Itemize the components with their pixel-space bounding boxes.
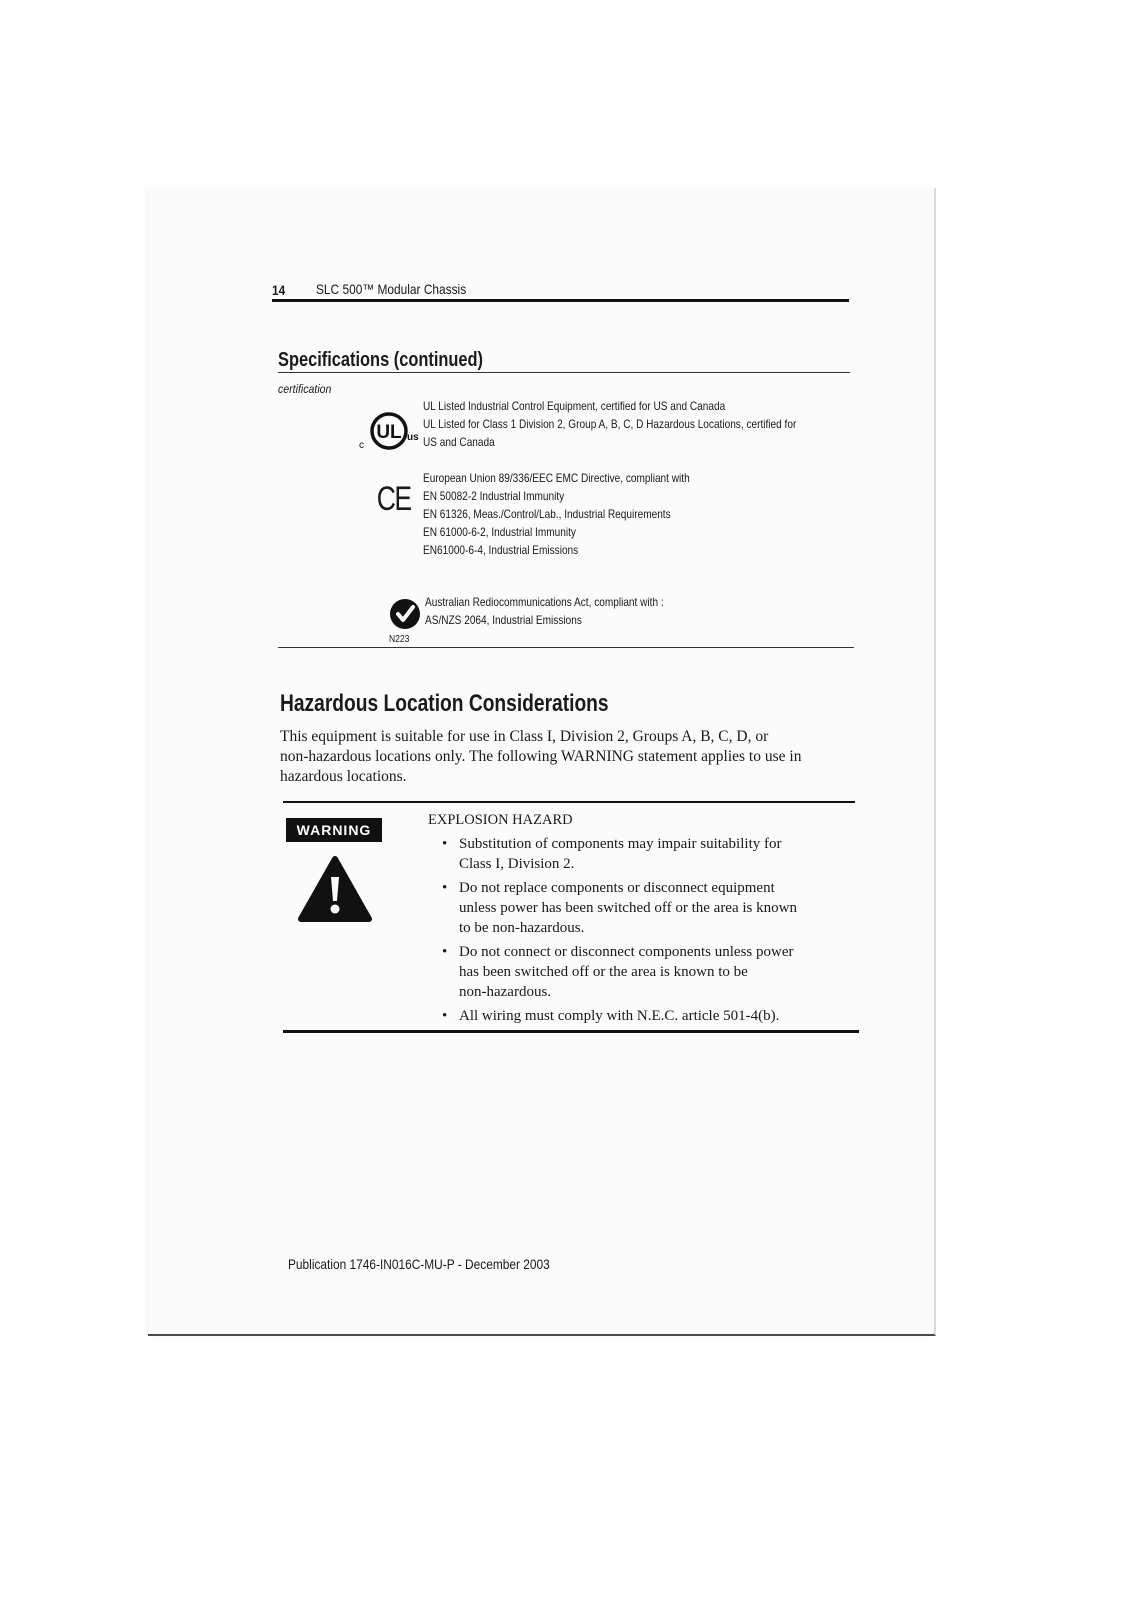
warning-badge: WARNING [286, 818, 382, 842]
warning-top-rule [283, 801, 855, 803]
warning-item-4 [440, 1006, 860, 1026]
warning-item-1-line-2: Class I, Division 2. [459, 856, 575, 872]
ul-line-3: US and Canada [423, 435, 495, 449]
warning-item-3 [440, 942, 860, 1002]
ul-listed-icon [358, 410, 420, 456]
ce-line-4: EN 61000-6-2, Industrial Immunity [423, 525, 576, 539]
warning-item-2-line-1: Do not replace components or disconnect equipment [459, 880, 775, 896]
ce-line-1: European Union 89/336/EEC EMC Directive, compliant with [423, 471, 690, 485]
hazardous-heading: Hazardous Location Considerations [280, 690, 609, 717]
ce-line-2: EN 50082-2 Industrial Immunity [423, 489, 565, 503]
header-rule [272, 299, 849, 302]
warning-list [440, 834, 860, 1030]
certification-bottom-rule [278, 647, 854, 648]
ul-line-1: UL Listed Industrial Control Equipment, certified for US and Canada [423, 399, 726, 413]
specifications-rule [278, 372, 850, 373]
warning-item-1 [440, 834, 860, 874]
warning-item-3-line-2: has been switched off or the area is known to be [459, 964, 748, 980]
publication-footer: Publication 1746-IN016C-MU-P - December 2003 [288, 1256, 550, 1272]
c-tick-icon [389, 598, 421, 630]
ul-mark-text: UL [376, 422, 402, 443]
ul-country-c: c [359, 440, 364, 451]
c-tick-code: N223 [389, 634, 410, 645]
warning-item-3-line-1: Do not connect or disconnect components unless power [459, 944, 794, 960]
hazardous-line-3: hazardous locations. [280, 768, 407, 785]
page-number: 14 [272, 282, 286, 298]
specifications-heading: Specifications (continued) [278, 349, 484, 371]
ce-line-3: EN 61326, Meas./Control/Lab., Industrial Requirements [423, 507, 671, 521]
running-title: SLC 500™ Modular Chassis [316, 281, 467, 297]
ce-mark-icon: CE [376, 480, 411, 518]
bullet: • [442, 944, 448, 960]
certification-label: certification [278, 382, 332, 396]
bullet: • [442, 880, 448, 896]
warning-item-2 [440, 878, 860, 938]
warning-bottom-rule [283, 1030, 859, 1033]
warning-item-1-line-1: Substitution of components may impair suitability for [459, 836, 782, 852]
warning-item-2-line-3: to be non-hazardous. [459, 920, 585, 936]
hazardous-line-2: non-hazardous locations only. The following WARNING statement applies to use in [280, 748, 802, 765]
ul-country-us: us [407, 432, 419, 443]
warning-heading: EXPLOSION HAZARD [428, 812, 573, 828]
ctick-line-1: Australian Rediocommunications Act, compliant with : [425, 595, 664, 609]
warning-item-2-line-2: unless power has been switched off or the area is known [459, 900, 797, 916]
bullet: • [442, 1008, 448, 1024]
warning-item-4-line-1: All wiring must comply with N.E.C. article 501-4(b). [459, 1008, 780, 1024]
ul-line-2: UL Listed for Class 1 Division 2, Group A, B, C, D Hazardous Locations, certified for [423, 417, 797, 431]
warning-triangle-icon [297, 855, 373, 923]
ctick-line-2: AS/NZS 2064, Industrial Emissions [425, 613, 582, 627]
hazardous-body [280, 727, 860, 787]
bullet: • [442, 836, 448, 852]
warning-item-3-line-3: non-hazardous. [459, 984, 552, 1000]
hazardous-line-1: This equipment is suitable for use in Class I, Division 2, Groups A, B, C, D, or [280, 728, 769, 745]
ce-line-5: EN61000-6-4, Industrial Emissions [423, 543, 579, 557]
